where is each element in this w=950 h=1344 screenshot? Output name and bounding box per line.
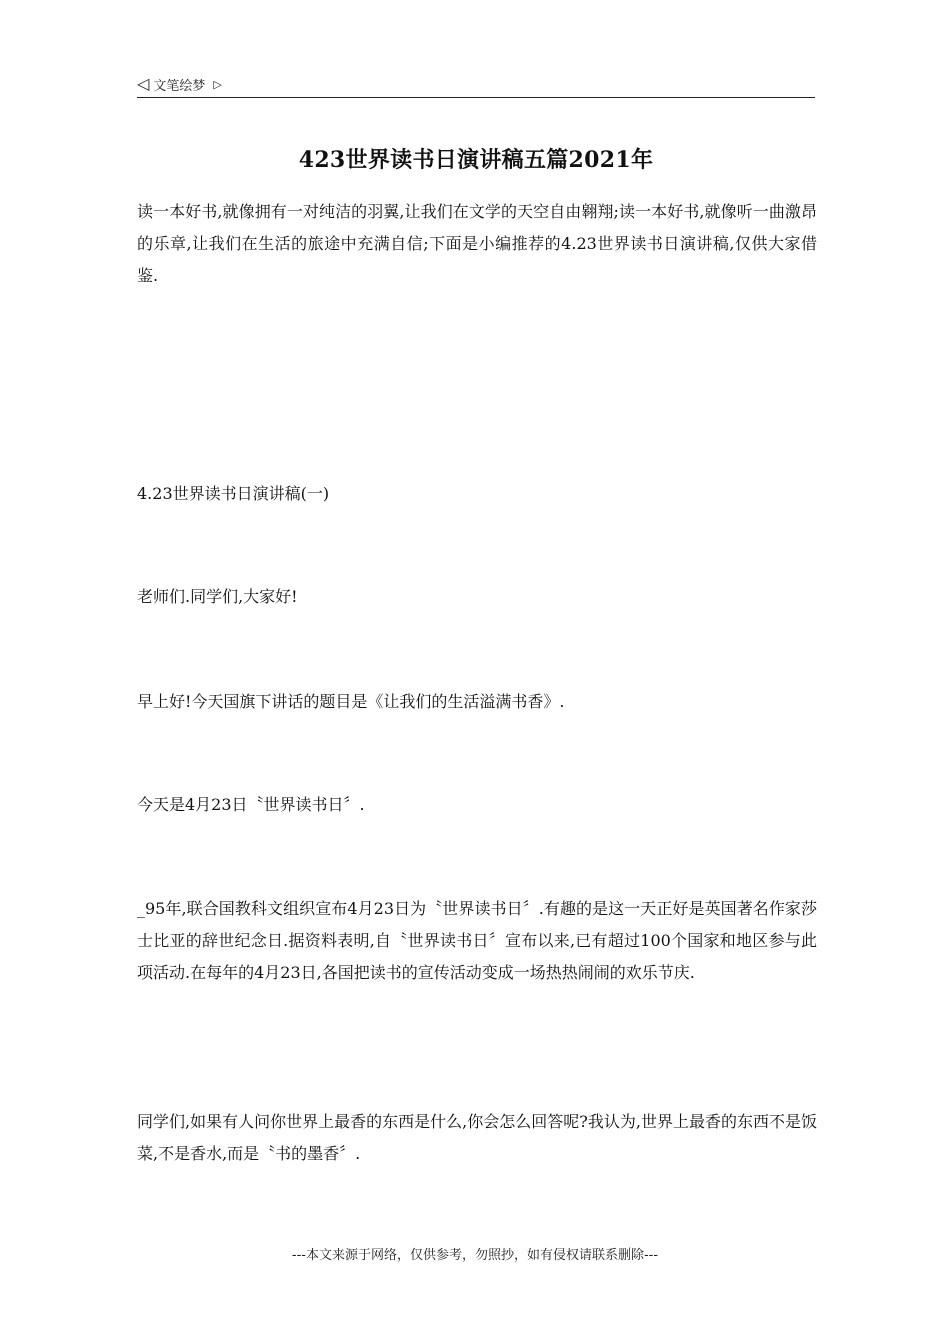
history-paragraph: _95年,联合国教科文组织宣布4月23日为〝世界读书日〞.有趣的是这一天正好是英国著名作家莎士比亚的辞世纪念日.据资料表明,自〝世界读书日〞宣布以来,已有超过100个国家和地区参与此项活动.在每年的4月23日,各国把读书的宣传活动变成一场热热闹闹的欢乐节庆.	[137, 899, 817, 982]
header-divider	[137, 97, 815, 98]
date-paragraph: 今天是4月23日〝世界读书日〞.	[137, 795, 365, 814]
intro-paragraph: 读一本好书,就像拥有一对纯洁的羽翼,让我们在文学的天空自由翱翔;读一本好书,就像听一曲激昂的乐章,让我们在生活的旅途中充满自信;下面是小编推荐的4.23世界读书日演讲稿,仅供大家借鉴.	[137, 202, 817, 285]
question-paragraph: 同学们,如果有人问你世界上最香的东西是什么,你会怎么回答呢?我认为,世界上最香的东西不是饭菜,不是香水,而是〝书的墨香〞.	[137, 1112, 817, 1163]
section-heading: 4.23世界读书日演讲稿(一)	[137, 484, 330, 503]
topic-paragraph: 早上好!今天国旗下讲话的题目是《让我们的生活溢满书香》.	[137, 692, 565, 711]
triangle-right-icon: ▷	[213, 77, 222, 91]
greeting-paragraph: 老师们.同学们,大家好!	[137, 587, 298, 606]
page-footer-notice: ---本文来源于网络，仅供参考，勿照抄，如有侵权请联系删除---	[291, 1248, 659, 1263]
header-brand: 文笔绘梦	[153, 78, 206, 94]
page-header	[137, 72, 815, 96]
triangle-left-icon: ◁	[137, 74, 150, 93]
document-title: 423世界读书日演讲稿五篇2021年	[298, 147, 654, 173]
